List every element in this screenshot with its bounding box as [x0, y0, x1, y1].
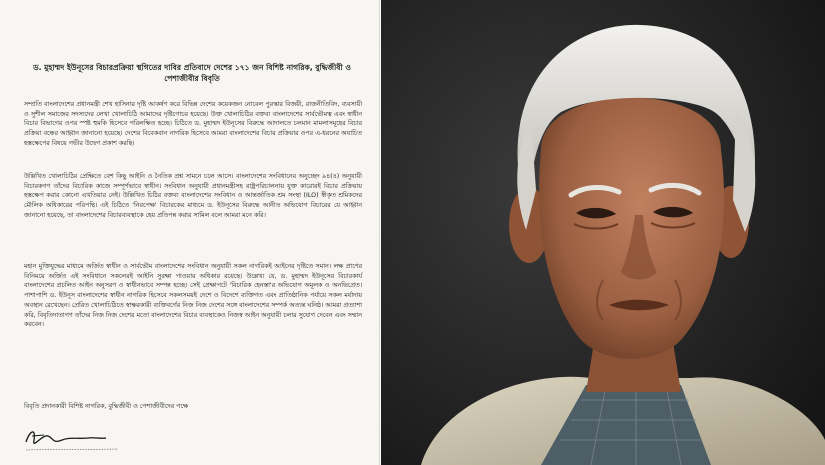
- portrait-illustration: [381, 0, 825, 465]
- closing-line: বিবৃতি প্রদানকারী বিশিষ্ট নাগরিক, বুদ্ধিজীবী ও পেশাজীবীদের পক্ষে: [24, 403, 189, 410]
- document-title: ড. মুহাম্মদ ইউনূসের বিচারপ্রক্রিয়া স্থগিতের দাবির প্রতিবাদে দেশের ১৭১ জন বিশিষ্ট নাগরিক, বুদ্ধিজীবী ও পেশাজীবীর বিবৃতি: [33, 63, 351, 83]
- paragraph-1: সম্প্রতি বাংলাদেশের প্রধানমন্ত্রী শেখ হাসিনার দৃষ্টি আকর্ষণ করে বিভিন্ন দেশের কয়েকজন নোবেল পুরস্কার বিজয়ী, রাজনীতিবিদ, ব্যবসায়ী ও সুশীল সমাজের সদস্যদের লেখা খোলাচিঠি আমাদের দৃষ্টিগোচর হয়েছে। উক্ত খোলাচিঠির বক্তব্য বাংলাদেশের সার্বভৌমত্ব এবং স্বাধীন বিচার বিভাগের ওপর স্পষ্ট হুমকি হিসেবে পরিলক্ষিত হচ্ছে। চিঠিতে ড. মুহাম্মদ ইউনূসের বিরুদ্ধে আদালতে চলমান মামলাসমূহের বিচার প্রক্রিয়া বন্ধের আহ্বান জানানো হয়েছে। দেশের বিবেকবান নাগরিক হিসেবে আমরা বাংলাদেশের বিচার প্রক্রিয়ার ওপর এ-ধরনের অযাচিত হস্তক্ষেপের বিষয়ে গভীর উদ্বেগ প্রকাশ করছি।: [24, 101, 362, 147]
- handwritten-signature: [22, 422, 132, 456]
- statement-document: [0, 0, 380, 465]
- paragraph-3: মহান মুক্তিযুদ্ধের মাধ্যমে অর্জিত স্বাধীন ও সার্বভৌম বাংলাদেশের সংবিধান অনুযায়ী সকল নাগরিকই আইনের দৃষ্টিতে সমান। লক্ষ প্রাণের বিনিময়ে অর্জিত এই সংবিধানে সকলেরই আইনি সুরক্ষা পাওয়ার অধিকার রয়েছে। উল্লেখ্য যে, ড. মুহাম্মদ ইউনূসের বিচারকার্য বাংলাদেশের প্রচলিত আইন অনুসরণ ও স্বাধীনভাবে সম্পন্ন হচ্ছে। সেই প্রেক্ষাপটে 'বিচারিক হেনস্তা'র অভিযোগ অমূলক ও অনভিপ্রেত। পাশাপাশি ড. ইউনূস বাংলাদেশের স্বাধীন নাগরিক হিসেবে সকলসময়ই দেশে ও বিদেশে ব্যক্তিগত এবং প্রাতিষ্ঠানিক পর্যায়ে সকল মর্যাদায় অবস্থান রেখেছেন। প্রেরিত খোলাচিঠিতে স্বাক্ষরকারী ব্যক্তিবর্গের নিজ নিজ দেশের সঙ্গে বাংলাদেশের সম্পর্ক অত্যন্ত ঘনিষ্ঠ। আমরা প্রত্যাশা করি, বিবৃতিদাতাগণ তাঁদের নিজ নিজ দেশের মতো বাংলাদেশের বিচার ব্যবস্থাকেও নিজস্ব আইন অনুযায়ী চলার সুযোগ দেবেন এবং সম্মান করবেন।: [24, 263, 362, 329]
- portrait-photo: [381, 0, 825, 465]
- paragraph-2: উল্লিখিত খোলাচিঠির প্রেক্ষিতে বেশ কিছু আইনি ও নৈতিক প্রশ্ন সামনে চলে আসে। বাংলাদেশের সংবিধানের অনুচ্ছেদ ৯৪(৪) অনুযায়ী বিচারকগণ তাঁদের বিচারিক কাজে সম্পূর্ণভাবে স্বাধীন। সংবিধান অনুযায়ী প্রধানমন্ত্রীসহ রাষ্ট্রপরিচালনায় যুক্ত কারোরই বিচার প্রক্রিয়ায় হস্তক্ষেপ করার কোনো এখতিয়ার নেই। উল্লিখিত চিঠির বক্তব্য বাংলাদেশের সংবিধান ও আন্তর্জাতিক শ্রম সংস্থা (ILO) স্বীকৃত শ্রমিকদের মৌলিক অধিকারের পরিপন্থি। এই চিঠিতে 'নিরপেক্ষ' বিচারকের মাধ্যমে ড. ইউনূসের বিরুদ্ধে আনীত অভিযোগ বিচারের যে আহ্বান জানানো হয়েছে, তা বাংলাদেশের বিচারব্যবস্থাকে হেয় প্রতিপন্ন করার সামিল বলে আমরা মনে করি।: [24, 173, 362, 219]
